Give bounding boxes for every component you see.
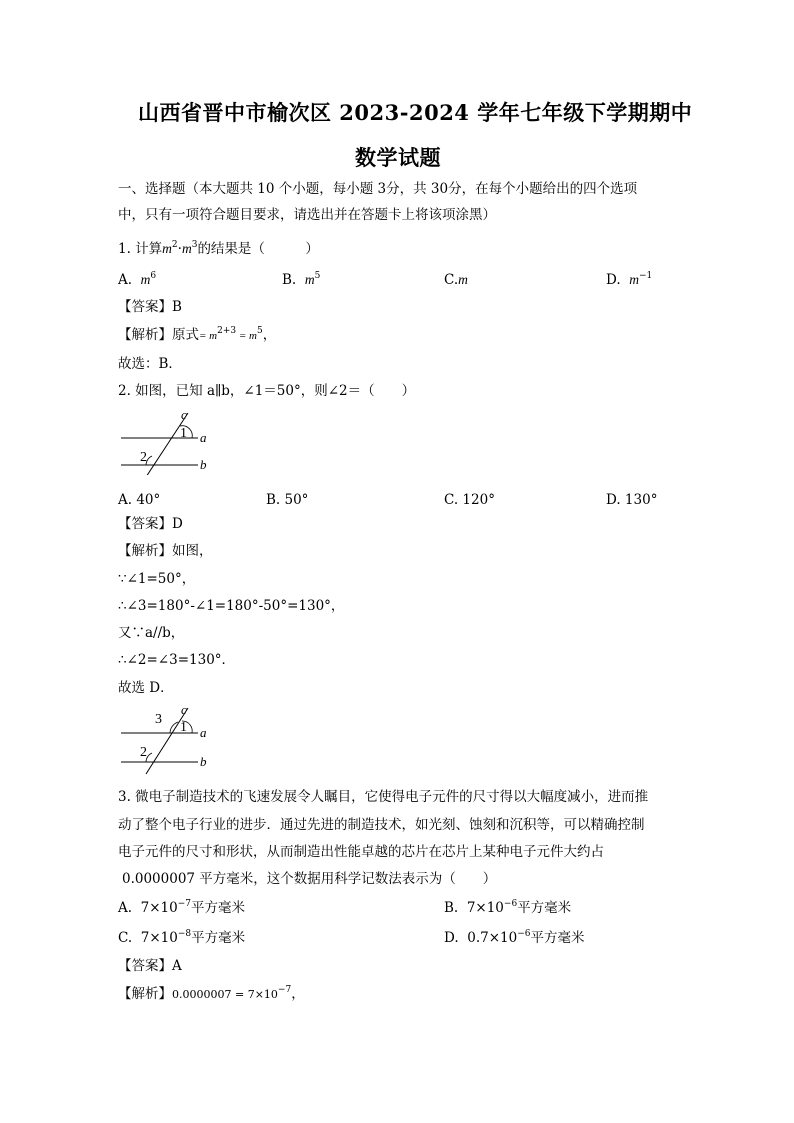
q3-stem-line2: 动了整个电子行业的进步．通过先进的制造技术，如光刻、蚀刻和沉积等，可以精确控制: [118, 817, 645, 833]
q1-expr-b: m: [181, 241, 192, 256]
analysis-label: 【解析】原式: [118, 327, 199, 343]
label-2: 2: [140, 450, 147, 465]
q1-analysis: [118, 326, 276, 345]
q2-answer: 【答案】D: [118, 516, 183, 532]
option-letter: D.: [606, 272, 621, 288]
q2-analysis-line1: 【解析】如图，: [118, 543, 213, 559]
label-c: c: [181, 702, 187, 717]
line-c: [146, 708, 188, 774]
option-exp: 5: [314, 271, 321, 281]
analysis-exp: −7: [277, 985, 292, 995]
q2-conclusion: 故选 D．: [118, 680, 174, 696]
page-subtitle: 数学试题: [355, 145, 441, 170]
q3-option-d: [444, 929, 584, 947]
q1-conclusion: 故选：B．: [118, 356, 182, 372]
option-letter: B.: [444, 900, 459, 916]
q1-option-b: [282, 271, 320, 289]
analysis-math: = m: [199, 330, 218, 342]
q3-stem-line1: 3. 微电子制造技术的飞速发展令人瞩目，它使得电子元件的尺寸得以大幅度减小，进而推: [118, 789, 649, 805]
option-unit: 平方毫米: [191, 930, 246, 946]
option-letter: C.: [118, 930, 133, 946]
q3-answer: 【答案】A: [118, 958, 182, 974]
option-unit: 平方毫米: [517, 900, 572, 916]
q3-option-c: [118, 929, 245, 947]
option-exp: −8: [177, 929, 192, 939]
analysis-end: ，: [262, 327, 277, 343]
q2-option-d: D. 130°: [606, 492, 658, 508]
q1-expr-a: m: [162, 241, 172, 256]
q2-analysis-line2: ∵∠1=50°，: [118, 571, 196, 587]
label-3: 3: [155, 712, 162, 727]
analysis-label: 【解析】: [118, 986, 172, 1002]
q3-stem-line3: 电子元件的尺寸和形状，从而制造出性能卓越的芯片在芯片上某种电子元件大约占: [118, 844, 604, 860]
q2-option-a: A. 40°: [118, 492, 161, 508]
label-b: b: [200, 457, 207, 472]
q1-option-a: [118, 271, 156, 289]
option-letter: C.: [444, 272, 459, 288]
q1-exp-b: 3: [191, 240, 198, 250]
q2-stem: 2. 如图，已知 a∥b，∠1＝50°，则∠2＝（ ）: [118, 383, 416, 399]
option-exp: −6: [503, 899, 518, 909]
analysis-exp: 2+3: [217, 326, 237, 336]
option-letter: B.: [282, 272, 297, 288]
q3-stem-line4: 0.0000007 平方毫米，这个数据用科学记数法表示为（ ）: [122, 871, 497, 887]
option-base: m: [458, 272, 468, 287]
q1-answer: 【答案】B: [118, 299, 182, 315]
option-exp: −6: [517, 929, 531, 939]
q2-analysis-line4: 又∵a//b，: [118, 625, 185, 641]
option-base: m: [140, 272, 151, 287]
option-coef: 7×10: [466, 900, 504, 916]
q2-option-b: B. 50°: [266, 492, 309, 508]
q3-analysis: [118, 985, 305, 1004]
q1-prefix: 1. 计算: [118, 241, 163, 257]
option-exp: −1: [638, 271, 653, 281]
label-1: 1: [180, 720, 187, 735]
label-b: b: [200, 754, 207, 769]
q2-analysis-line3: ∴∠3=180°-∠1=180°-50°=130°，: [118, 598, 345, 614]
q1-option-d: [606, 271, 652, 289]
q2-analysis-figure: [118, 700, 218, 775]
section-instructions-line2: 中，只有一项符合题目要求，请选出并在答题卡上将该项涂黑）: [118, 207, 496, 223]
label-a: a: [200, 430, 207, 445]
option-coef: 7×10: [140, 930, 178, 946]
q3-option-b: [444, 899, 571, 917]
q2-option-c: C. 120°: [444, 492, 495, 508]
analysis-math2: = m: [236, 330, 257, 342]
option-base: m: [304, 272, 315, 287]
q1-suffix: 的结果是（ ）: [197, 241, 319, 257]
option-unit: 平方毫米: [530, 930, 585, 946]
option-exp: 6: [150, 271, 157, 281]
label-a: a: [200, 725, 207, 740]
q3-option-a: [118, 899, 245, 917]
option-base: m: [629, 272, 639, 287]
line-c: [146, 413, 188, 475]
option-coef: 7×10: [140, 900, 178, 916]
q1-stem: [118, 240, 319, 258]
q1-option-c: [444, 271, 468, 289]
option-letter: A.: [118, 900, 133, 916]
label-2: 2: [140, 745, 147, 760]
section-instructions-line1: 一、选择题（本大题共 10 个小题，每小题 3分，共 30分，在每个小题给出的四个选项: [118, 181, 638, 197]
q1-dot: ·: [177, 241, 182, 257]
q2-analysis-line5: ∴∠2=∠3=130°．: [118, 652, 236, 668]
option-letter: D.: [444, 930, 459, 946]
option-unit: 平方毫米: [191, 900, 246, 916]
label-1: 1: [180, 426, 187, 441]
angle-3-arc: [170, 722, 178, 733]
label-c: c: [181, 407, 187, 422]
q1-exp-a: 2: [171, 240, 178, 250]
q2-figure-parallel-lines: [118, 405, 218, 475]
analysis-end: ，: [291, 986, 305, 1002]
analysis-exp2: 5: [257, 326, 263, 336]
option-exp: −7: [177, 899, 192, 909]
analysis-math: 0.0000007 = 7×10: [172, 988, 278, 1001]
page-title: 山西省晋中市榆次区 2023-2024 学年七年级下学期期中: [138, 100, 693, 125]
option-coef: 0.7×10: [467, 930, 518, 946]
option-letter: A.: [118, 272, 133, 288]
